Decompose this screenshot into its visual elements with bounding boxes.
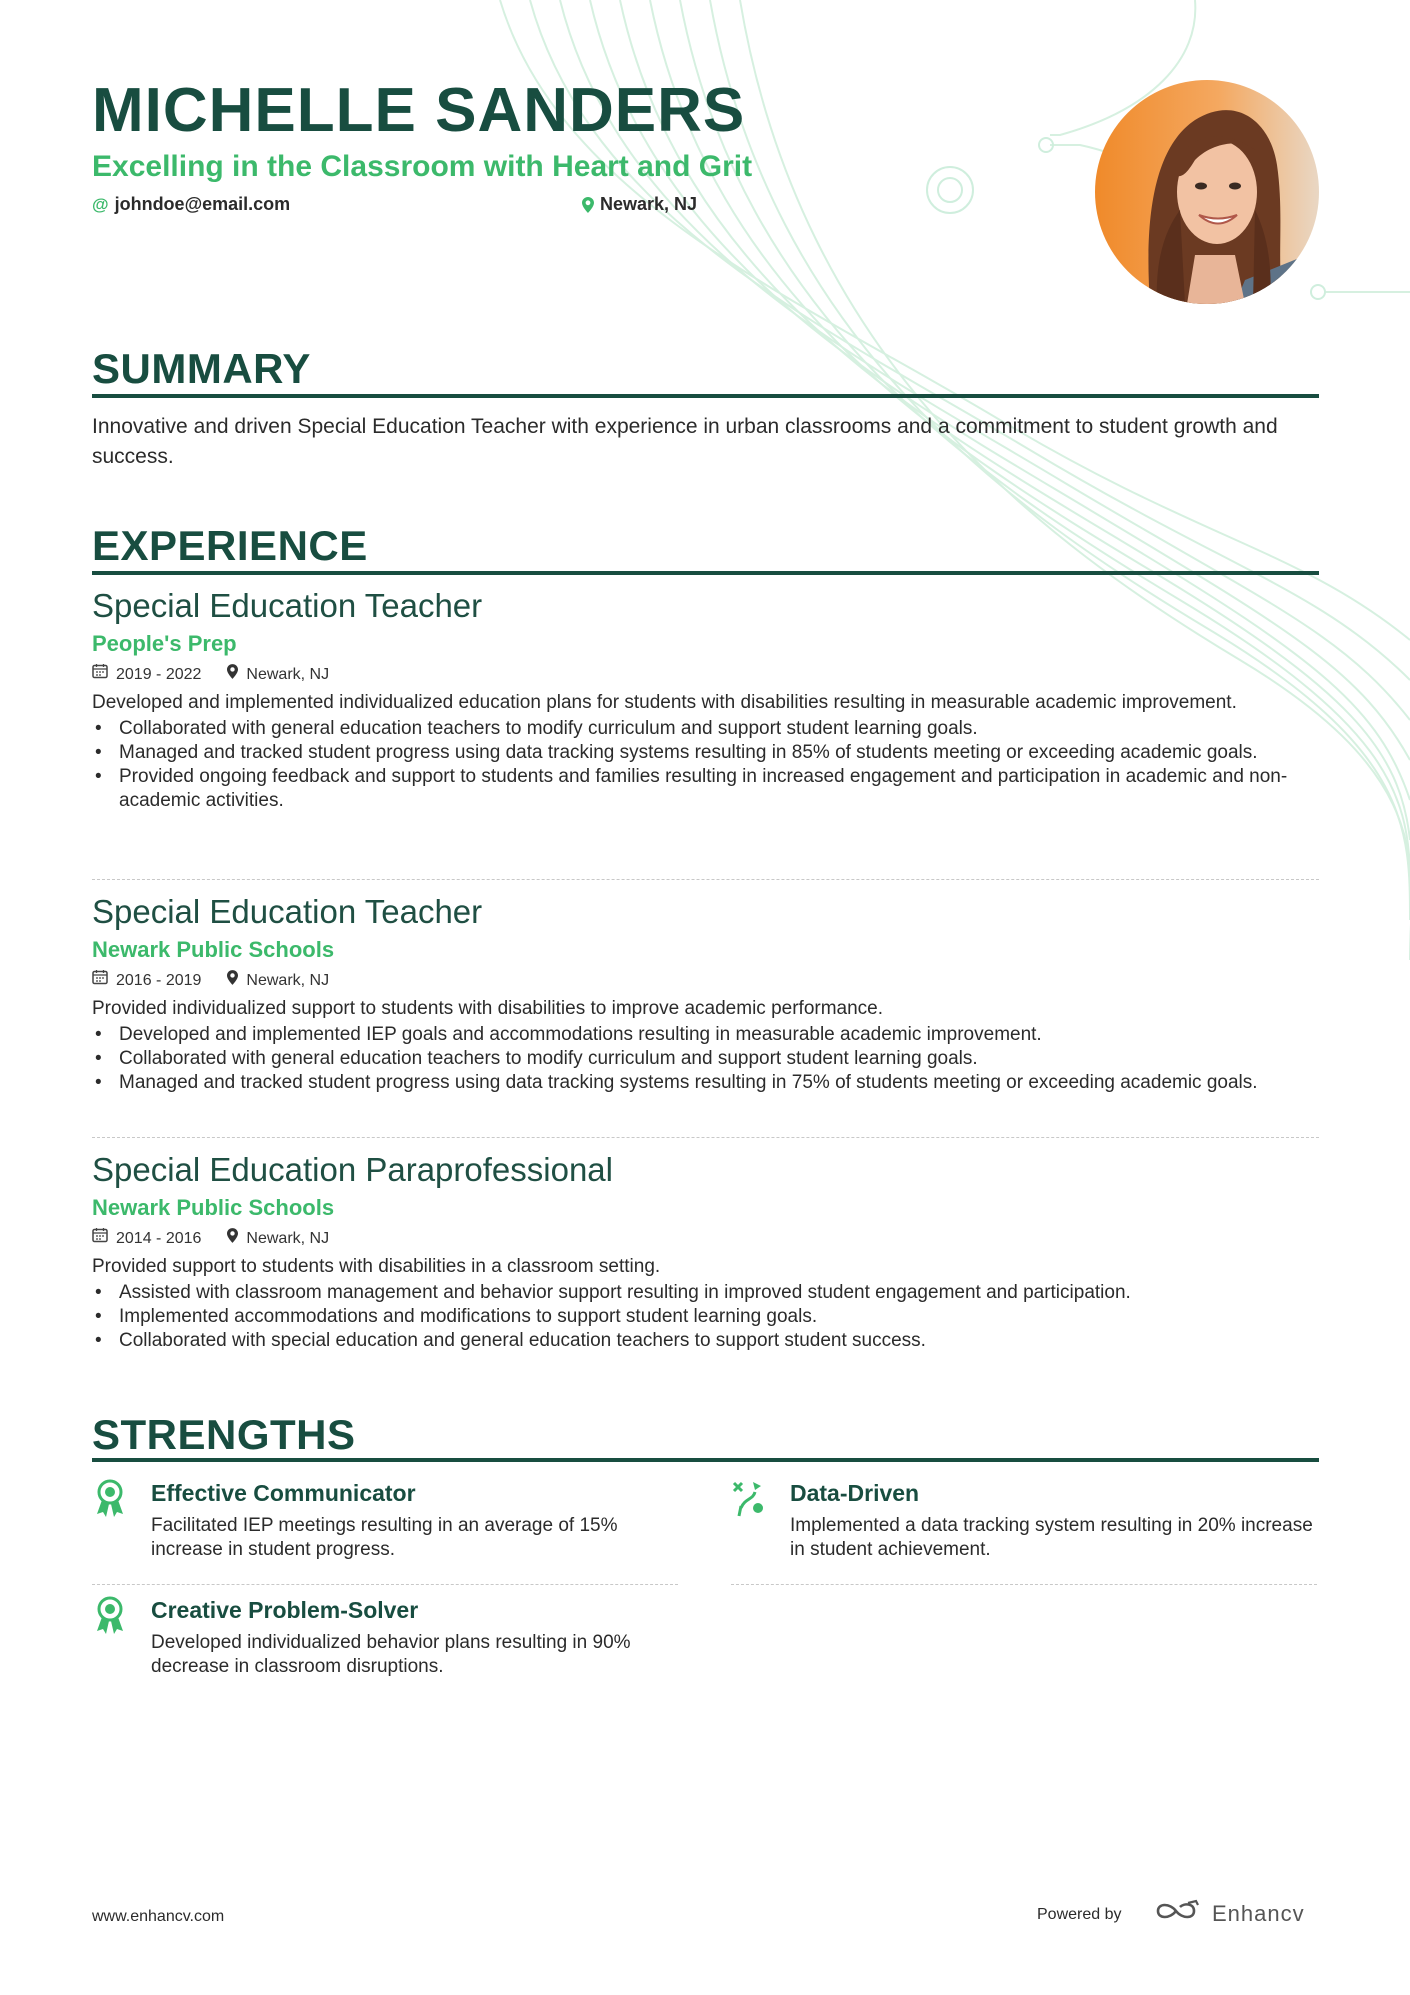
strengths-rule — [92, 1458, 1319, 1462]
entry-divider — [92, 1137, 1319, 1138]
calendar-icon — [92, 1227, 108, 1251]
email-text: johndoe@email.com — [114, 194, 291, 214]
map-pin-icon — [227, 969, 238, 993]
strength-description: Facilitated IEP meetings resulting in an average of 15% increase in student progress. — [151, 1515, 618, 1560]
infinity-logo-icon — [1154, 1899, 1200, 1929]
job-dates — [92, 663, 201, 687]
list-item: • Developed and implemented IEP goals and accommodations resulting in measurable academic improvement. — [92, 1023, 1319, 1047]
job-location — [227, 1227, 329, 1251]
job-location — [227, 969, 329, 993]
job-description: Developed and implemented individualized education plans for students with disabilities resulting in measurable academic improvement. — [92, 692, 1237, 713]
award-ribbon-icon — [92, 1595, 128, 1635]
job-location-text: Newark, NJ — [246, 972, 330, 989]
list-item: • Collaborated with special education and general education teachers to support student success. — [92, 1329, 1319, 1353]
list-item: • Collaborated with general education teachers to modify curriculum and support student learning goals. — [92, 717, 1319, 741]
company-name: Newark Public Schools — [92, 937, 335, 962]
award-ribbon-icon — [92, 1478, 128, 1518]
list-item: • Managed and tracked student progress using data tracking systems resulting in 75% of students meeting or exceeding academic goals. — [92, 1071, 1319, 1095]
job-meta — [92, 1227, 1319, 1251]
strength-divider — [92, 1584, 678, 1585]
calendar-icon — [92, 663, 108, 687]
job-bullets — [92, 1023, 1319, 1095]
experience-entry — [92, 585, 1319, 813]
summary-text: Innovative and driven Special Education Teacher with experience in urban classrooms and a commitment to student growth and success. — [92, 415, 1278, 468]
footer-url[interactable]: www.enhancv.com — [92, 1908, 225, 1925]
candidate-tagline: Excelling in the Classroom with Heart and Grit — [92, 150, 753, 183]
summary-heading: SUMMARY — [92, 345, 311, 392]
brand-logo[interactable] — [1154, 1899, 1305, 1929]
job-title: Special Education Teacher — [92, 893, 483, 930]
entry-divider — [92, 879, 1319, 880]
job-title: Special Education Teacher — [92, 587, 483, 624]
job-location-text: Newark, NJ — [246, 1230, 330, 1247]
list-item: • Managed and tracked student progress using data tracking systems resulting in 85% of students meeting or exceeding academic goals. — [92, 741, 1319, 765]
strength-title: Creative Problem-Solver — [151, 1597, 419, 1623]
brand-name: Enhancv — [1212, 1901, 1305, 1926]
calendar-icon — [92, 969, 108, 993]
at-sign-icon: @ — [92, 194, 109, 214]
experience-rule — [92, 571, 1319, 575]
job-dates — [92, 969, 201, 993]
strength-divider — [731, 1584, 1317, 1585]
job-dates-text: 2014 - 2016 — [116, 1230, 202, 1247]
contact-row — [92, 194, 892, 220]
powered-by-text: Powered by — [1037, 1906, 1122, 1923]
job-title: Special Education Paraprofessional — [92, 1151, 613, 1188]
strength-description: Implemented a data tracking system resulting in 20% increase in student achievement. — [790, 1515, 1313, 1560]
profile-photo — [1095, 80, 1319, 304]
map-pin-icon — [582, 197, 594, 213]
job-bullets — [92, 1281, 1319, 1353]
strength-title: Data-Driven — [790, 1480, 920, 1506]
experience-entry — [92, 891, 1319, 1095]
location-text: Newark, NJ — [600, 194, 698, 214]
list-item: • Collaborated with general education teachers to modify curriculum and support student learning goals. — [92, 1047, 1319, 1071]
job-meta — [92, 663, 1319, 687]
candidate-name: MICHELLE SANDERS — [92, 76, 746, 145]
email-item[interactable] — [92, 194, 290, 215]
experience-heading: EXPERIENCE — [92, 522, 368, 569]
strength-title: Effective Communicator — [151, 1480, 416, 1506]
strategy-path-icon — [731, 1478, 767, 1518]
job-location — [227, 663, 329, 687]
job-dates-text: 2019 - 2022 — [116, 666, 202, 683]
company-name: Newark Public Schools — [92, 1195, 335, 1220]
job-bullets — [92, 717, 1319, 813]
job-description: Provided individualized support to students with disabilities to improve academic performance. — [92, 998, 884, 1019]
strength-description: Developed individualized behavior plans resulting in 90% decrease in classroom disruptions. — [151, 1632, 631, 1677]
map-pin-icon — [227, 1227, 238, 1251]
company-name: People's Prep — [92, 631, 237, 656]
list-item: • Provided ongoing feedback and support to students and families resulting in increased engagement and participation in academic and non-academic activities. — [92, 765, 1319, 813]
job-dates-text: 2016 - 2019 — [116, 972, 202, 989]
map-pin-icon — [227, 663, 238, 687]
job-meta — [92, 969, 1319, 993]
job-location-text: Newark, NJ — [246, 666, 330, 683]
list-item: • Assisted with classroom management and behavior support resulting in improved student engagement and participation. — [92, 1281, 1319, 1305]
job-description: Provided support to students with disabilities in a classroom setting. — [92, 1256, 661, 1277]
location-item — [582, 194, 697, 215]
summary-rule — [92, 394, 1319, 398]
strengths-heading: STRENGTHS — [92, 1411, 356, 1458]
experience-entry — [92, 1149, 1319, 1353]
list-item: • Implemented accommodations and modifications to support student learning goals. — [92, 1305, 1319, 1329]
job-dates — [92, 1227, 201, 1251]
